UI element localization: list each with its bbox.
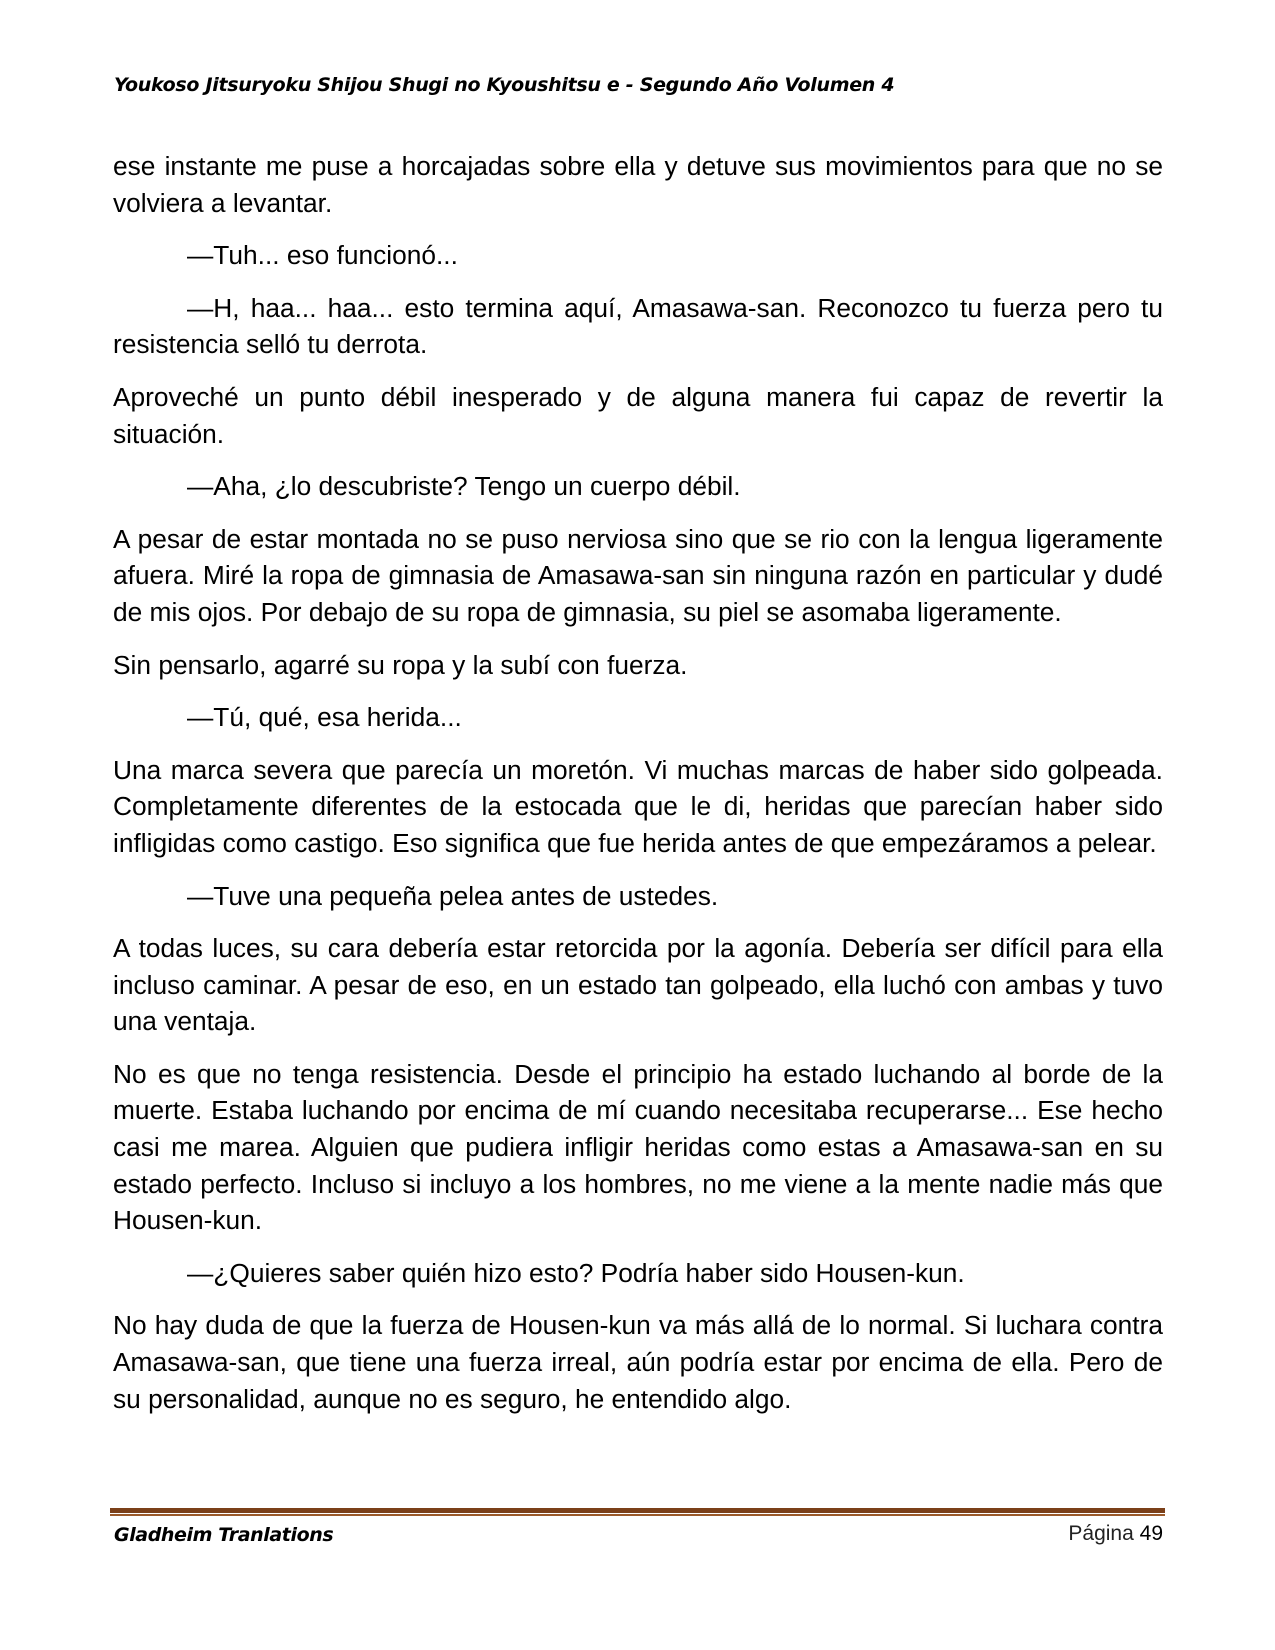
paragraph-dialogue: —Tuh... eso funcionó... [187, 240, 458, 271]
paragraph-narration: Una marca severa que parecía un moretón. Vi muchas marcas de haber sido golpeada. Completamente diferentes de la estocada que le di, heridas que parecían haber sido infligidas como castigo. Eso significa que fue herida antes de que empezáramos a pelear. [113, 754, 1163, 858]
paragraph-dialogue: —Aha, ¿lo descubriste? Tengo un cuerpo débil. [187, 471, 741, 502]
footer-credit: Gladheim Tranlations [114, 1524, 334, 1546]
paragraph-narration: A pesar de estar montada no se puso nerviosa sino que se rio con la lengua ligeramente afuera. Miré la ropa de gimnasia de Amasawa-san sin ninguna razón en particular y dudé de mis ojos. Por debajo de su ropa de gimnasia, su piel se asomaba ligeramente. [113, 523, 1163, 627]
page-label: Página [1068, 1522, 1134, 1545]
page-body [113, 148, 1163, 1433]
paragraph-narration: No es que no tenga resistencia. Desde el principio ha estado luchando al borde de la muerte. Estaba luchando por encima de mí cuando necesitaba recuperarse... Ese hecho casi me marea. Alguien que pudiera infligir heridas como estas a Amasawa-san en su estado perfecto. Incluso si incluyo a los hombres, no me viene a la mente nadie más que Housen-kun. [113, 1058, 1163, 1236]
footer-divider [110, 1508, 1165, 1517]
running-header: Youkoso Jitsuryoku Shijou Shugi no Kyoushitsu e - Segundo Año Volumen 4 [114, 74, 895, 96]
paragraph-narration: Aproveché un punto débil inesperado y de alguna manera fui capaz de revertir la situación. [113, 381, 1163, 449]
paragraph-narration: Sin pensarlo, agarré su ropa y la subí con fuerza. [113, 649, 688, 680]
page-number: 49 [1139, 1522, 1163, 1545]
paragraph-dialogue: —H, haa... haa... esto termina aquí, Amasawa-san. Reconozco tu fuerza pero tu resistencia selló tu derrota. [113, 292, 1163, 360]
paragraph-narration: A todas luces, su cara debería estar retorcida por la agonía. Debería ser difícil para ella incluso caminar. A pesar de eso, en un estado tan golpeado, ella luchó con ambas y tuvo una ventaja. [113, 933, 1163, 1037]
paragraph-narration: No hay duda de que la fuerza de Housen-kun va más allá de lo normal. Si luchara contra Amasawa-san, que tiene una fuerza irreal, aún podría estar por encima de ella. Pero de su personalidad, aunque no es seguro, he entendido algo. [113, 1310, 1163, 1414]
paragraph-dialogue: —Tú, qué, esa herida... [187, 702, 462, 733]
paragraph-narration: ese instante me puse a horcajadas sobre ella y detuve sus movimientos para que no se volviera a levantar. [113, 151, 1163, 218]
page-number-block [1068, 1522, 1163, 1546]
footer-divider-thin [110, 1514, 1165, 1516]
paragraph-dialogue: —¿Quieres saber quién hizo esto? Podría haber sido Housen-kun. [187, 1257, 965, 1288]
paragraph-dialogue: —Tuve una pequeña pelea antes de ustedes. [187, 880, 719, 911]
